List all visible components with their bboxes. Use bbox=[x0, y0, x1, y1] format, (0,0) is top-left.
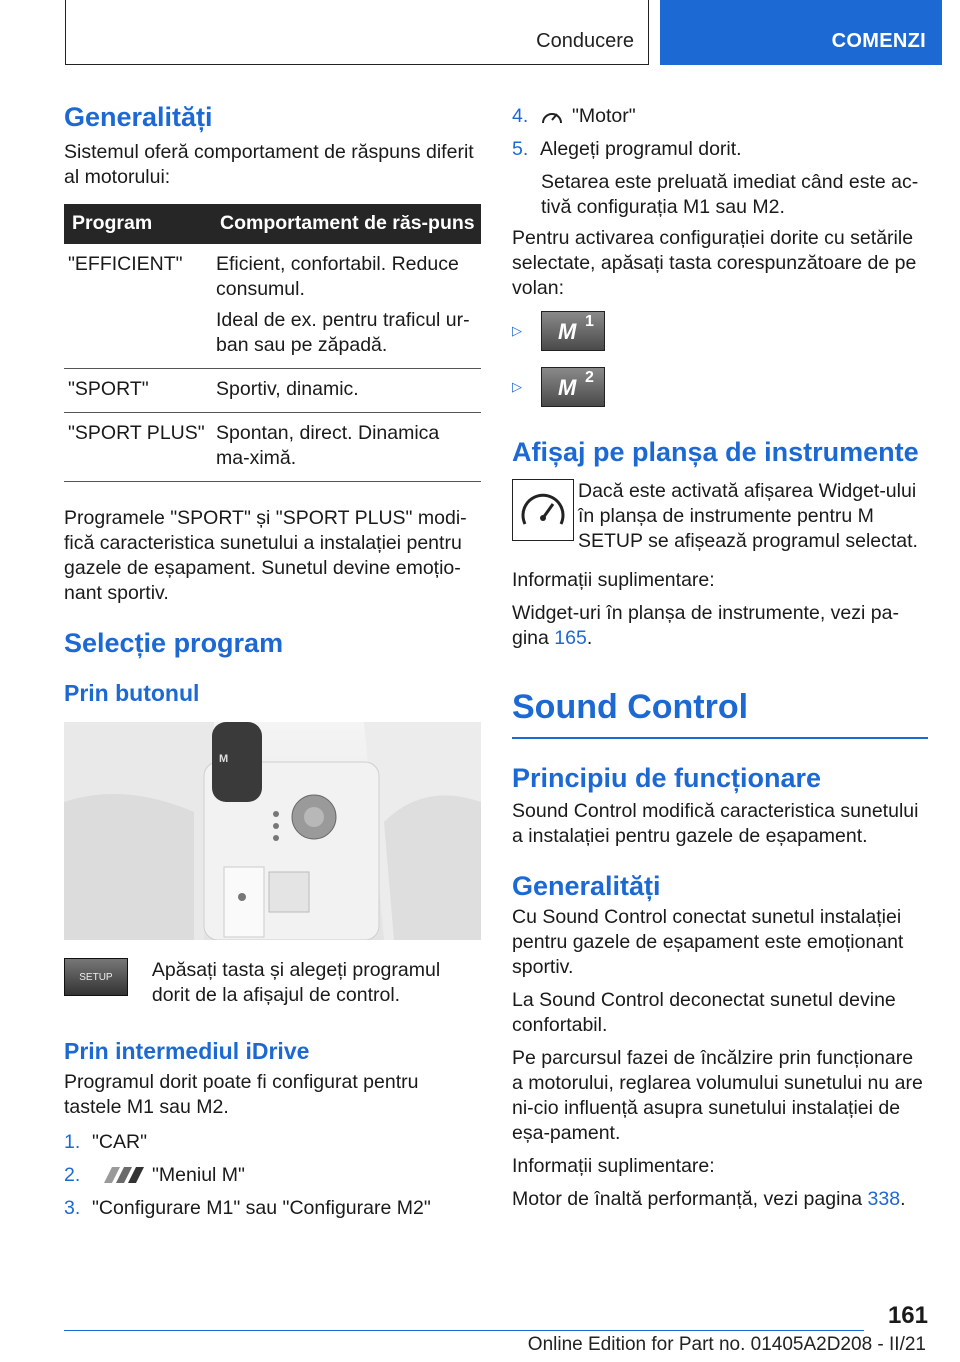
header-section-title: Conducere bbox=[536, 30, 634, 52]
heading-prin-butonul: Prin butonul bbox=[64, 680, 200, 706]
info-label-2: Informații suplimentare: bbox=[512, 1155, 715, 1177]
table-cell-program: "SPORT PLUS" bbox=[64, 413, 212, 482]
motor-ref-text: Motor de înaltă performanță, vezi pagina bbox=[512, 1188, 863, 1210]
program-table bbox=[64, 204, 481, 482]
table-header-program: Program bbox=[64, 204, 212, 244]
step-number: 2. bbox=[64, 1164, 81, 1186]
m-stripes-icon bbox=[96, 1165, 144, 1185]
center-console-photo bbox=[64, 722, 481, 940]
step-number: 1. bbox=[64, 1131, 81, 1153]
intro-text: Sistemul oferă comportament de răspuns diferit al motorului: bbox=[64, 141, 474, 188]
behaviour-line: Eficient, confortabil. Reduce consumul. bbox=[216, 253, 459, 300]
m-label: M bbox=[558, 375, 577, 400]
gauge-icon bbox=[540, 106, 564, 128]
step5-subtext: Setarea este preluată imediat când este ac-tivă configurația M1 sau M2. bbox=[541, 171, 919, 218]
m-sup: 1 bbox=[585, 313, 594, 330]
widget-ref-text: Widget-uri în planșa de instrumente, vezi pa-gina bbox=[512, 602, 899, 649]
header-chapter-tab bbox=[660, 0, 942, 65]
step-number: 5. bbox=[512, 138, 529, 160]
step-text: "Meniul M" bbox=[152, 1164, 245, 1186]
gauge-widget-icon bbox=[512, 479, 574, 541]
footer-divider bbox=[64, 1330, 864, 1331]
left-column bbox=[64, 100, 481, 1221]
table-row bbox=[64, 244, 481, 369]
m-label: M bbox=[558, 319, 577, 344]
triangle-marker: ▷ bbox=[512, 323, 522, 338]
list-item bbox=[512, 137, 928, 162]
list-item bbox=[512, 104, 928, 129]
motor-page-link[interactable]: 338 bbox=[867, 1188, 901, 1210]
afisaj-text: Dacă este activată afișarea Widget-ului în planșa de instrumente pentru M SETUP se afișează programul selectat. bbox=[578, 480, 918, 552]
idrive-steps bbox=[64, 1130, 481, 1221]
behaviour-line: Ideal de ex. pentru traficul ur-ban sau pe zăpadă. bbox=[216, 309, 470, 356]
table-cell-program: "EFFICIENT" bbox=[64, 244, 212, 369]
footer-edition: Online Edition for Part no. 01405A2D208 - II/21 bbox=[527, 1334, 926, 1355]
motor-ref: Motor de înaltă performanță, vezi pagina 338. bbox=[512, 1188, 906, 1210]
sport-note: Programele "SPORT" și "SPORT PLUS" modi-fică caracteristica sunetului a instalației pentru gazele de eșapament. Sunetul devine emoțio-nant sportiv. bbox=[64, 507, 467, 604]
gen2-p2: La Sound Control deconectat sunetul devine confortabil. bbox=[512, 989, 896, 1036]
m2-button-row bbox=[512, 367, 928, 407]
header-chapter-title: COMENZI bbox=[831, 30, 926, 52]
table-header-behaviour: Comportament de răs-puns bbox=[212, 204, 481, 244]
step-text: "CAR" bbox=[92, 1131, 148, 1153]
table-cell-behaviour: Sportiv, dinamic. bbox=[212, 369, 481, 413]
heading-afisaj: Afișaj pe planșa de instrumente bbox=[512, 437, 919, 467]
principiu-text: Sound Control modifică caracteristica sunetului a instalației pentru gazele de eșapament. bbox=[512, 800, 919, 847]
table-row bbox=[64, 369, 481, 413]
heading-generalitati-2: Generalități bbox=[512, 871, 661, 901]
table-cell-behaviour: Spontan, direct. Dinamica ma-ximă. bbox=[212, 413, 481, 482]
m1-button-row bbox=[512, 311, 928, 351]
heading-selectie-program: Selecție program bbox=[64, 628, 284, 658]
svg-text:M: M bbox=[219, 753, 229, 765]
table-row bbox=[64, 413, 481, 482]
setup-instruction bbox=[64, 958, 481, 1008]
table-cell-behaviour bbox=[212, 244, 481, 369]
list-item bbox=[64, 1163, 481, 1188]
gauge-icon bbox=[513, 480, 573, 540]
heading-generalitati: Generalități bbox=[64, 102, 213, 132]
gen2-p1: Cu Sound Control conectat sunetul instalației pentru gazele de eșapament este emoționant sportiv. bbox=[512, 906, 904, 978]
console-illustration bbox=[64, 722, 481, 940]
heading-underline bbox=[512, 737, 928, 739]
triangle-marker: ▷ bbox=[512, 379, 522, 394]
step-text: "Motor" bbox=[572, 105, 636, 127]
m2-button-icon bbox=[541, 367, 605, 407]
m-sup: 2 bbox=[585, 369, 594, 386]
heading-prin-idrive: Prin intermediul iDrive bbox=[64, 1038, 310, 1064]
header-section-tab bbox=[65, 0, 649, 65]
heading-principiu: Principiu de funcționare bbox=[512, 763, 822, 793]
info-label: Informații suplimentare: bbox=[512, 569, 715, 591]
idrive-text: Programul dorit poate fi configurat pentru tastele M1 sau M2. bbox=[64, 1071, 419, 1118]
widget-ref: Widget-uri în planșa de instrumente, vezi pa-gina 165. bbox=[512, 602, 899, 649]
afisaj-block bbox=[512, 479, 928, 554]
step-text: "Configurare M1" sau "Configurare M2" bbox=[92, 1197, 431, 1219]
table-cell-program: "SPORT" bbox=[64, 369, 212, 413]
setup-button-icon: SETUP bbox=[64, 958, 128, 996]
list-item bbox=[64, 1130, 481, 1155]
step-number: 4. bbox=[512, 105, 529, 127]
page-number: 161 bbox=[887, 1302, 928, 1329]
setup-text: Apăsați tasta și alegeți programul dorit de la afișajul de control. bbox=[151, 959, 441, 1006]
widget-page-link[interactable]: 165 bbox=[554, 627, 587, 649]
m1-button-icon bbox=[541, 311, 605, 351]
heading-sound-control: Sound Control bbox=[512, 688, 749, 726]
right-column bbox=[512, 104, 928, 1212]
activate-text: Pentru activarea configurației dorite cu setările selectate, apăsați tasta corespunzătoare de pe volan: bbox=[512, 227, 917, 299]
list-item bbox=[64, 1196, 481, 1221]
step-number: 3. bbox=[64, 1197, 81, 1219]
gen2-p3: Pe parcursul fazei de încălzire prin funcționare a motorului, reglarea volumului sunetului nu are ni-cio influență asupra sunetului instalației de eșa-pament. bbox=[512, 1047, 923, 1144]
step-text: Alegeți programul dorit. bbox=[540, 138, 742, 160]
